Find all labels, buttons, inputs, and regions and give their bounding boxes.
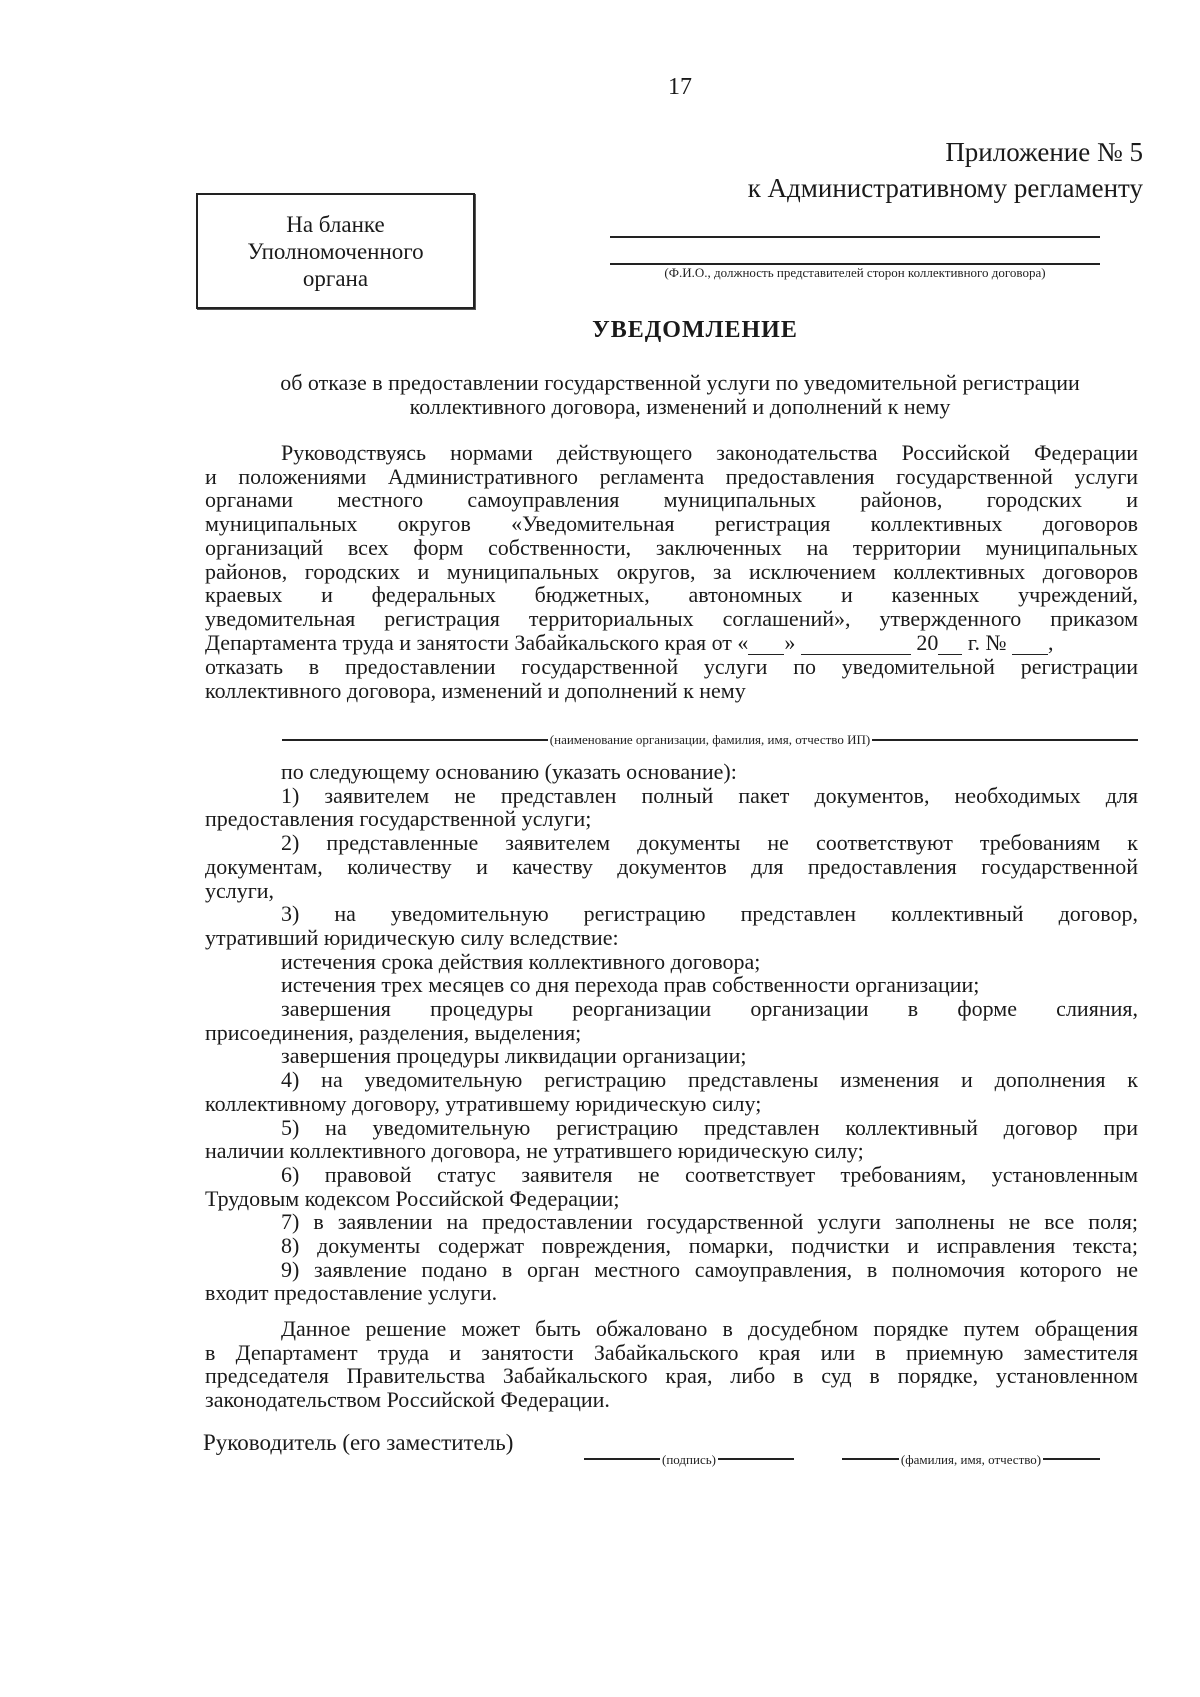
year-blank xyxy=(938,631,962,656)
intro-paragraph xyxy=(205,441,1138,703)
appendix-number: Приложение № 5 xyxy=(945,137,1143,167)
appeal-line: законодательством Российской Федерации. xyxy=(205,1387,610,1413)
number-blank xyxy=(1012,631,1048,656)
quote-close: » xyxy=(784,629,796,655)
stamp-line-2: Уполномоченного xyxy=(247,238,424,264)
intro-line: муниципальных округов «Уведомительная регистрация коллективных договоров xyxy=(205,511,1138,537)
grounds-intro: по следующему основанию (указать основание): xyxy=(281,759,737,784)
recipient-line-1 xyxy=(610,236,1100,238)
ground-4: 4) на уведомительную регистрацию представлены изменения и дополнения к xyxy=(281,1067,1138,1093)
ground-1-cont: предоставления государственной услуги; xyxy=(205,806,592,832)
ground-9-cont: входит предоставление услуги. xyxy=(205,1280,498,1306)
intro-line: коллективного договора, изменений и дополнений к нему xyxy=(205,678,746,704)
ground-6: 6) правовой статус заявителя не соответствует требованиям, установленным xyxy=(281,1161,1138,1187)
order-date-line xyxy=(205,631,1138,656)
intro-line: и положениями Административного регламента предоставления государственной услуги xyxy=(205,463,1138,489)
document-title: УВЕДОМЛЕНИЕ xyxy=(592,317,798,343)
comma: , xyxy=(1047,629,1054,655)
stamp-line-3: органа xyxy=(302,265,369,291)
ground-2-cont: услуги, xyxy=(205,877,275,903)
appeal-line: Данное решение может быть обжаловано в досудебном порядке путем обращения xyxy=(281,1316,1138,1341)
signature-caption-text: (подпись) xyxy=(662,1452,716,1467)
ground-6-cont: Трудовым кодексом Российской Федерации; xyxy=(205,1185,620,1211)
ground-7: 7) в заявлении на предоставлении государственной услуги заполнены не все поля; xyxy=(281,1209,1138,1235)
month-blank xyxy=(801,631,911,656)
ground-8: 8) документы содержат повреждения, помарки, подчистки и исправления текста; xyxy=(281,1233,1138,1259)
intro-line: уведомительная регистрация территориальных соглашений», утвержденного приказом xyxy=(205,605,1138,631)
order-text: Департамента труда и занятости Забайкальского края от « xyxy=(205,629,749,655)
document-subtitle xyxy=(220,371,1140,419)
appeal-line: в Департамент труда и занятости Забайкальского края или в приемную заместителя xyxy=(205,1339,1138,1365)
intro-line: отказать в предоставлении государственной услуги по уведомительной регистрации xyxy=(205,654,1138,680)
appeal-paragraph xyxy=(205,1317,1138,1412)
ground-5-cont: наличии коллективного договора, не утратившего юридическую силу; xyxy=(205,1138,864,1164)
appendix-reference: к Административному регламенту xyxy=(747,173,1143,203)
day-blank xyxy=(748,631,784,656)
organization-caption xyxy=(282,732,1138,748)
stamp-line-1: На бланке xyxy=(286,211,385,237)
ground-3: 3) на уведомительную регистрацию представлен коллективный договор, xyxy=(281,901,1138,927)
signatory-label: Руководитель (его заместитель) xyxy=(203,1430,514,1455)
intro-line: органами местного самоуправления муниципальных районов, городских и xyxy=(205,487,1138,513)
ground-4-cont: коллективному договору, утратившему юридическую силу; xyxy=(205,1090,762,1116)
ground-3-reason-cont: присоединения, разделения, выделения; xyxy=(205,1019,582,1045)
ground-3-reason: истечения срока действия коллективного договора; xyxy=(281,948,761,974)
ground-3-reason: завершения процедуры ликвидации организации; xyxy=(281,1043,747,1069)
ground-9: 9) заявление подано в орган местного самоуправления, в полномочия которого не xyxy=(281,1256,1138,1282)
appendix-header xyxy=(748,134,1143,206)
grounds-section xyxy=(205,760,1138,1305)
subtitle-line-1: об отказе в предоставлении государственной услуги по уведомительной регистрации xyxy=(280,370,1080,395)
year-prefix: 20 xyxy=(916,629,939,655)
organization-caption-text: (наименование организации, фамилия, имя, отчество ИП) xyxy=(549,732,871,747)
intro-line: организаций всех форм собственности, заключенных на территории муниципальных xyxy=(205,534,1138,560)
letterhead-placeholder-box xyxy=(196,193,475,309)
subtitle-line-2: коллективного договора, изменений и дополнений к нему xyxy=(409,394,951,419)
intro-line: районов, городских и муниципальных округов, за исключением коллективных договоров xyxy=(205,558,1138,584)
page-number: 17 xyxy=(668,74,692,100)
appeal-line: председателя Правительства Забайкальского края, либо в суд в порядке, установленном xyxy=(205,1363,1138,1389)
signature-caption xyxy=(584,1452,794,1468)
number-label: г. № xyxy=(967,629,1007,655)
ground-2-cont: документам, количеству и качеству документов для предоставления государственной xyxy=(205,853,1138,879)
name-caption-text: (фамилия, имя, отчество) xyxy=(900,1452,1042,1467)
ground-5: 5) на уведомительную регистрацию представлен коллективный договор при xyxy=(281,1114,1138,1140)
intro-line: Руководствуясь нормами действующего законодательства Российской Федерации xyxy=(281,440,1138,465)
ground-2: 2) представленные заявителем документы не соответствуют требованиям к xyxy=(281,830,1138,856)
name-caption xyxy=(842,1452,1100,1468)
ground-1: 1) заявителем не представлен полный пакет документов, необходимых для xyxy=(281,782,1138,808)
intro-line: краевых и федеральных бюджетных, автономных и казенных учреждений, xyxy=(205,582,1138,608)
ground-3-reason: завершения процедуры реорганизации организации в форме слияния, xyxy=(281,996,1138,1022)
recipient-caption: (Ф.И.О., должность представителей сторон коллективного договора) xyxy=(664,265,1046,280)
ground-3-reason: истечения трех месяцев со дня перехода прав собственности организации; xyxy=(281,972,980,998)
ground-3-cont: утративший юридическую силу вследствие: xyxy=(205,924,619,950)
